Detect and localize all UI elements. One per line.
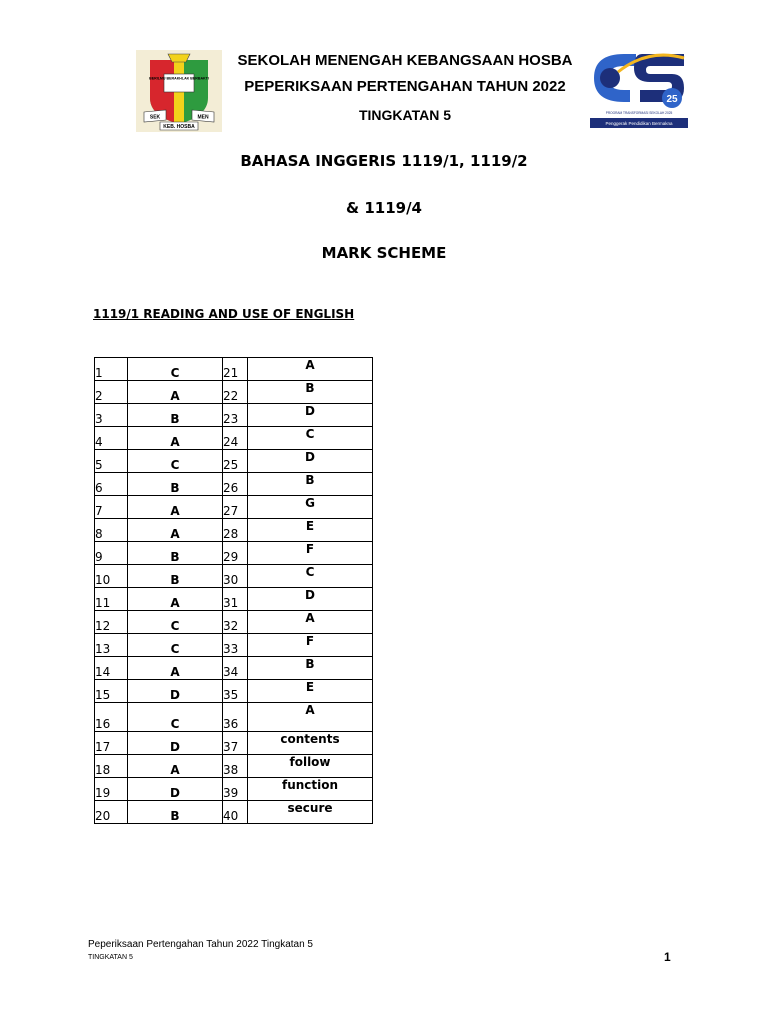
question-number: 7 [95,496,128,519]
ts-number: 25 [666,94,678,105]
crest-ribbon-right: MEN [197,114,209,121]
question-number: 38 [223,755,248,778]
answer-cell: D [248,450,373,473]
question-number: 24 [223,427,248,450]
answer-cell: D [128,680,223,703]
answer-cell: B [248,381,373,404]
question-number: 27 [223,496,248,519]
table-row [95,542,373,565]
table-row [95,381,373,404]
table-row [95,565,373,588]
question-number: 26 [223,473,248,496]
question-number: 21 [223,358,248,381]
question-number: 18 [95,755,128,778]
table-row [95,473,373,496]
question-number: 6 [95,473,128,496]
answer-cell: F [248,634,373,657]
crest-ribbon-left: SEK [149,114,161,121]
answer-cell: C [128,634,223,657]
document-title: MARK SCHEME [321,244,447,262]
table-row [95,588,373,611]
answer-cell: D [248,588,373,611]
question-number: 14 [95,657,128,680]
question-number: 17 [95,732,128,755]
answer-cell: B [128,404,223,427]
answer-cell: secure [248,801,373,824]
table-row [95,404,373,427]
ts-line1: PROGRAM TRANSFORMASI SEKOLAH 2025 [605,111,673,115]
page-number: 1 [664,950,671,964]
answer-cell: A [128,755,223,778]
question-number: 10 [95,565,128,588]
answer-cell: B [128,473,223,496]
answer-cell: A [128,588,223,611]
answer-cell: C [128,450,223,473]
answer-table [94,357,373,824]
answer-cell: A [128,496,223,519]
table-row [95,657,373,680]
answer-cell: B [128,565,223,588]
question-number: 23 [223,404,248,427]
section-heading: 1119/1 READING AND USE OF ENGLISH [93,307,355,321]
answer-cell: function [248,778,373,801]
table-row [95,427,373,450]
table-row [95,496,373,519]
ts25-logo [588,48,690,132]
question-number: 32 [223,611,248,634]
level-label: TINGKATAN 5 [358,107,452,123]
question-number: 1 [95,358,128,381]
school-name: SEKOLAH MENENGAH KEBANGSAAN HOSBA [237,52,573,69]
answer-cell: A [248,358,373,381]
crest-motto: BERILMU BERAKHLAK BERBAKTI [149,76,209,81]
table-row [95,519,373,542]
question-number: 28 [223,519,248,542]
question-number: 11 [95,588,128,611]
answer-cell: A [128,381,223,404]
question-number: 22 [223,381,248,404]
question-number: 29 [223,542,248,565]
answer-cell: E [248,519,373,542]
question-number: 12 [95,611,128,634]
question-number: 40 [223,801,248,824]
question-number: 5 [95,450,128,473]
question-number: 15 [95,680,128,703]
question-number: 25 [223,450,248,473]
answer-cell: E [248,680,373,703]
question-number: 36 [223,703,248,732]
school-crest-logo [136,50,222,132]
table-row [95,801,373,824]
footer-exam: Peperiksaan Pertengahan Tahun 2022 Tingkatan 5 [88,939,313,950]
exam-name: PEPERIKSAAN PERTENGAHAN TAHUN 2022 [244,78,566,95]
question-number: 8 [95,519,128,542]
answer-cell: B [248,657,373,680]
question-number: 35 [223,680,248,703]
table-row [95,680,373,703]
answer-cell: A [128,519,223,542]
answer-cell: A [248,611,373,634]
table-row [95,778,373,801]
question-number: 39 [223,778,248,801]
answer-cell: D [128,778,223,801]
answer-cell: F [248,542,373,565]
answer-cell: B [248,473,373,496]
table-row [95,358,373,381]
question-number: 16 [95,703,128,732]
question-number: 33 [223,634,248,657]
answer-cell: G [248,496,373,519]
answer-cell: follow [248,755,373,778]
ts-line2: Penggerak Pendidikan Bermakna [605,121,673,126]
question-number: 34 [223,657,248,680]
answer-cell: C [248,427,373,450]
question-number: 13 [95,634,128,657]
answer-cell: B [128,542,223,565]
table-row [95,611,373,634]
answer-cell: C [128,358,223,381]
table-row [95,755,373,778]
table-row [95,703,373,732]
subject-title: BAHASA INGGERIS 1119/1, 1119/2 [240,152,528,170]
answer-cell: A [128,657,223,680]
question-number: 4 [95,427,128,450]
table-row [95,634,373,657]
question-number: 30 [223,565,248,588]
question-number: 37 [223,732,248,755]
paper-title: & 1119/4 [346,199,422,217]
table-row [95,450,373,473]
question-number: 2 [95,381,128,404]
question-number: 9 [95,542,128,565]
answer-cell: A [248,703,373,732]
answer-cell: A [128,427,223,450]
answer-cell: C [248,565,373,588]
answer-cell: C [128,703,223,732]
answer-cell: C [128,611,223,634]
answer-cell: D [248,404,373,427]
answer-cell: B [128,801,223,824]
footer-level: TINGKATAN 5 [88,954,133,961]
question-number: 19 [95,778,128,801]
question-number: 20 [95,801,128,824]
table-row [95,732,373,755]
answer-cell: D [128,732,223,755]
question-number: 31 [223,588,248,611]
answer-cell: contents [248,732,373,755]
question-number: 3 [95,404,128,427]
crest-ribbon-bottom: KEB. HOSBA [163,124,195,130]
